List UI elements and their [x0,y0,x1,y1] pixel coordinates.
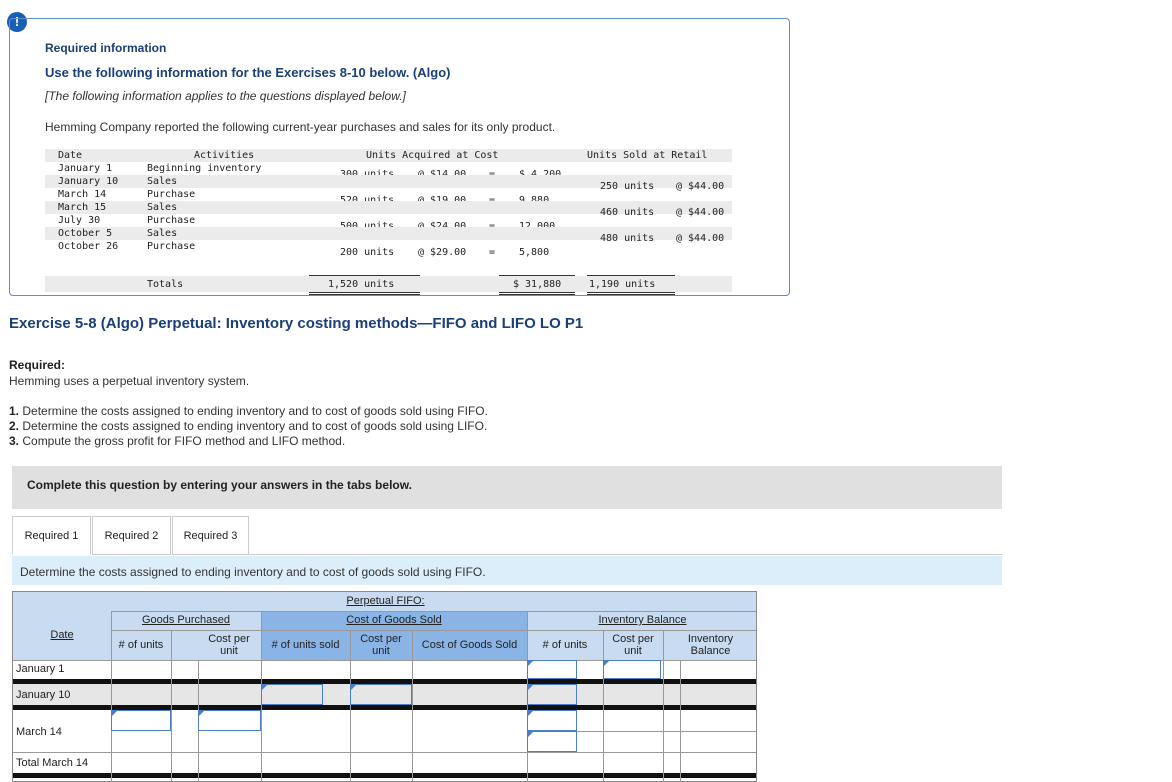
tab-divider [249,554,1002,555]
col-s-total: Cost of Goods Sold [412,630,527,660]
row-label-march-14: March 14 [16,726,62,738]
row-date: March 15 [58,202,107,213]
col-date-header [13,611,111,660]
row-activity: Purchase [147,189,196,200]
required-information-panel [9,18,790,296]
row-total: 5,800 [519,247,550,258]
totals-cost: $ 31,880 [513,279,562,290]
row-date: January 10 [58,176,119,187]
hline-total-march-14 [13,752,757,753]
row-label-january-1: January 1 [16,663,65,675]
jan1-balance-cost-input[interactable] [603,660,661,679]
required-information-heading: Required information [45,41,167,55]
row-activity: Sales [147,202,178,213]
col-s-units: # of units sold [261,630,350,660]
fifo-title: Perpetual FIFO: [346,595,425,607]
vline-8 [663,630,664,782]
exercise-title: Exercise 5-8 (Algo) Perpetual: Inventory costing methods—FIFO and LIFO LO P1 [9,315,584,332]
jan10-sold-units-input[interactable] [261,684,323,705]
perpetual-fifo-table [12,591,757,782]
sold-subtotal-rule [587,275,675,276]
row-activity: Purchase [147,215,196,226]
mar14-purchased-units-input[interactable] [111,710,171,731]
col-p-cost: Cost per unit [171,630,261,660]
table-row [45,162,732,175]
table-header-row [45,149,732,162]
col-b-units: # of units [527,630,603,660]
row-acq-cost: @ $29.00 [418,247,467,258]
totals-row [45,276,732,292]
header-acquired: Units Acquired at Cost [366,150,499,161]
row-label-total-march-14: Total March 14 [16,757,89,769]
task-3: 3. Compute the gross profit for FIFO method and LIFO method. [9,434,346,448]
tab-required-1[interactable]: Required 1 [12,516,91,555]
table-row [45,175,732,192]
mar14-balance-units-input-2[interactable] [527,731,577,752]
hline-header-1 [111,611,757,612]
alert-icon: ! [7,12,27,32]
col-s-cost: Cost per unit [350,630,412,660]
cost-total-double-rule [499,292,575,295]
sold-total-double-rule [587,292,675,295]
group-purchased [111,611,261,630]
row-sold-units: 250 units [600,181,655,192]
row-sold-units: 480 units [600,233,655,244]
group-cogs-label: Cost of Goods Sold [346,614,442,626]
hline-header-2 [111,630,757,631]
table-row [45,201,732,218]
required-label: Required: [9,358,66,372]
header-sold: Units Sold at Retail [587,150,708,161]
jan1-balance-units-input[interactable] [527,660,577,679]
row-sold-price: @ $44.00 [676,233,725,244]
group-balance [527,611,757,630]
col-b-total: Inventory Balance [663,630,757,660]
complete-question-banner [12,466,1002,509]
exercises-instruction-title: Use the following information for the Exercises 8-10 below. (Algo) [45,65,451,80]
row-sold-price: @ $44.00 [676,207,725,218]
determine-instruction-bar [12,556,1002,585]
jan10-sold-cost-input[interactable] [350,684,412,705]
group-cogs [261,611,527,630]
table-row [45,227,732,244]
complete-question-text: Complete this question by entering your answers in the tabs below. [27,478,412,492]
row-activity: Sales [147,176,178,187]
table-row [45,240,732,258]
row-acq-units: 200 units [340,247,395,258]
totals-acq-units: 1,520 units [328,279,395,290]
row-activity: Purchase [147,241,196,252]
mar14-balance-units-input-1[interactable] [527,710,577,731]
row-eq: = [489,247,496,258]
row-sold-price: @ $44.00 [676,181,725,192]
vline-8b [680,660,681,782]
tab-required-3[interactable]: Required 3 [172,516,249,555]
units-subtotal-rule [309,275,420,276]
task-2: 2. Determine the costs assigned to ending inventory and to cost of goods sold using LIFO. [9,419,488,433]
col-p-units: # of units [111,630,171,660]
table-row [45,188,732,201]
vline-4 [350,630,351,782]
vline-1 [111,611,112,782]
intro-text: Hemming Company reported the following current-year purchases and sales for its only product. [45,120,556,134]
header-activities: Activities [194,150,255,161]
determine-instruction-text: Determine the costs assigned to ending inventory and to cost of goods sold using FIFO. [20,565,486,579]
row-date: October 5 [58,228,113,239]
row-activity: Sales [147,228,178,239]
units-total-double-rule [309,292,420,295]
row-label-january-10: January 10 [16,689,71,701]
row-sold-units: 460 units [600,207,655,218]
thick-divider-3 [13,773,757,778]
row-date: July 30 [58,215,101,226]
row-date: March 14 [58,189,107,200]
header-date: Date [58,150,83,161]
vline-2 [171,630,172,782]
jan10-balance-units-input[interactable] [527,684,577,705]
group-purchased-label: Goods Purchased [141,614,231,626]
cost-subtotal-rule [499,275,575,276]
totals-sold-units: 1,190 units [589,279,656,290]
row-date: January 1 [58,163,113,174]
vline-7 [603,630,604,782]
col-b-cost: Cost per unit [603,630,663,660]
row-activity: Beginning inventory [147,163,262,174]
row-date: October 26 [58,241,119,252]
totals-label: Totals [147,279,184,290]
task-1: 1. Determine the costs assigned to ending inventory and to cost of goods sold using FIFO. [9,404,488,418]
mar14-purchased-cost-input[interactable] [198,710,261,731]
system-text: Hemming uses a perpetual inventory system. [9,374,250,388]
applies-note: [The following information applies to the questions displayed below.] [45,89,406,103]
col-date-label: Date [50,629,74,641]
fifo-title-row [13,592,757,611]
group-balance-label: Inventory Balance [598,614,687,626]
table-row [45,214,732,227]
tab-required-2[interactable]: Required 2 [92,516,171,555]
vline-5 [412,630,413,782]
